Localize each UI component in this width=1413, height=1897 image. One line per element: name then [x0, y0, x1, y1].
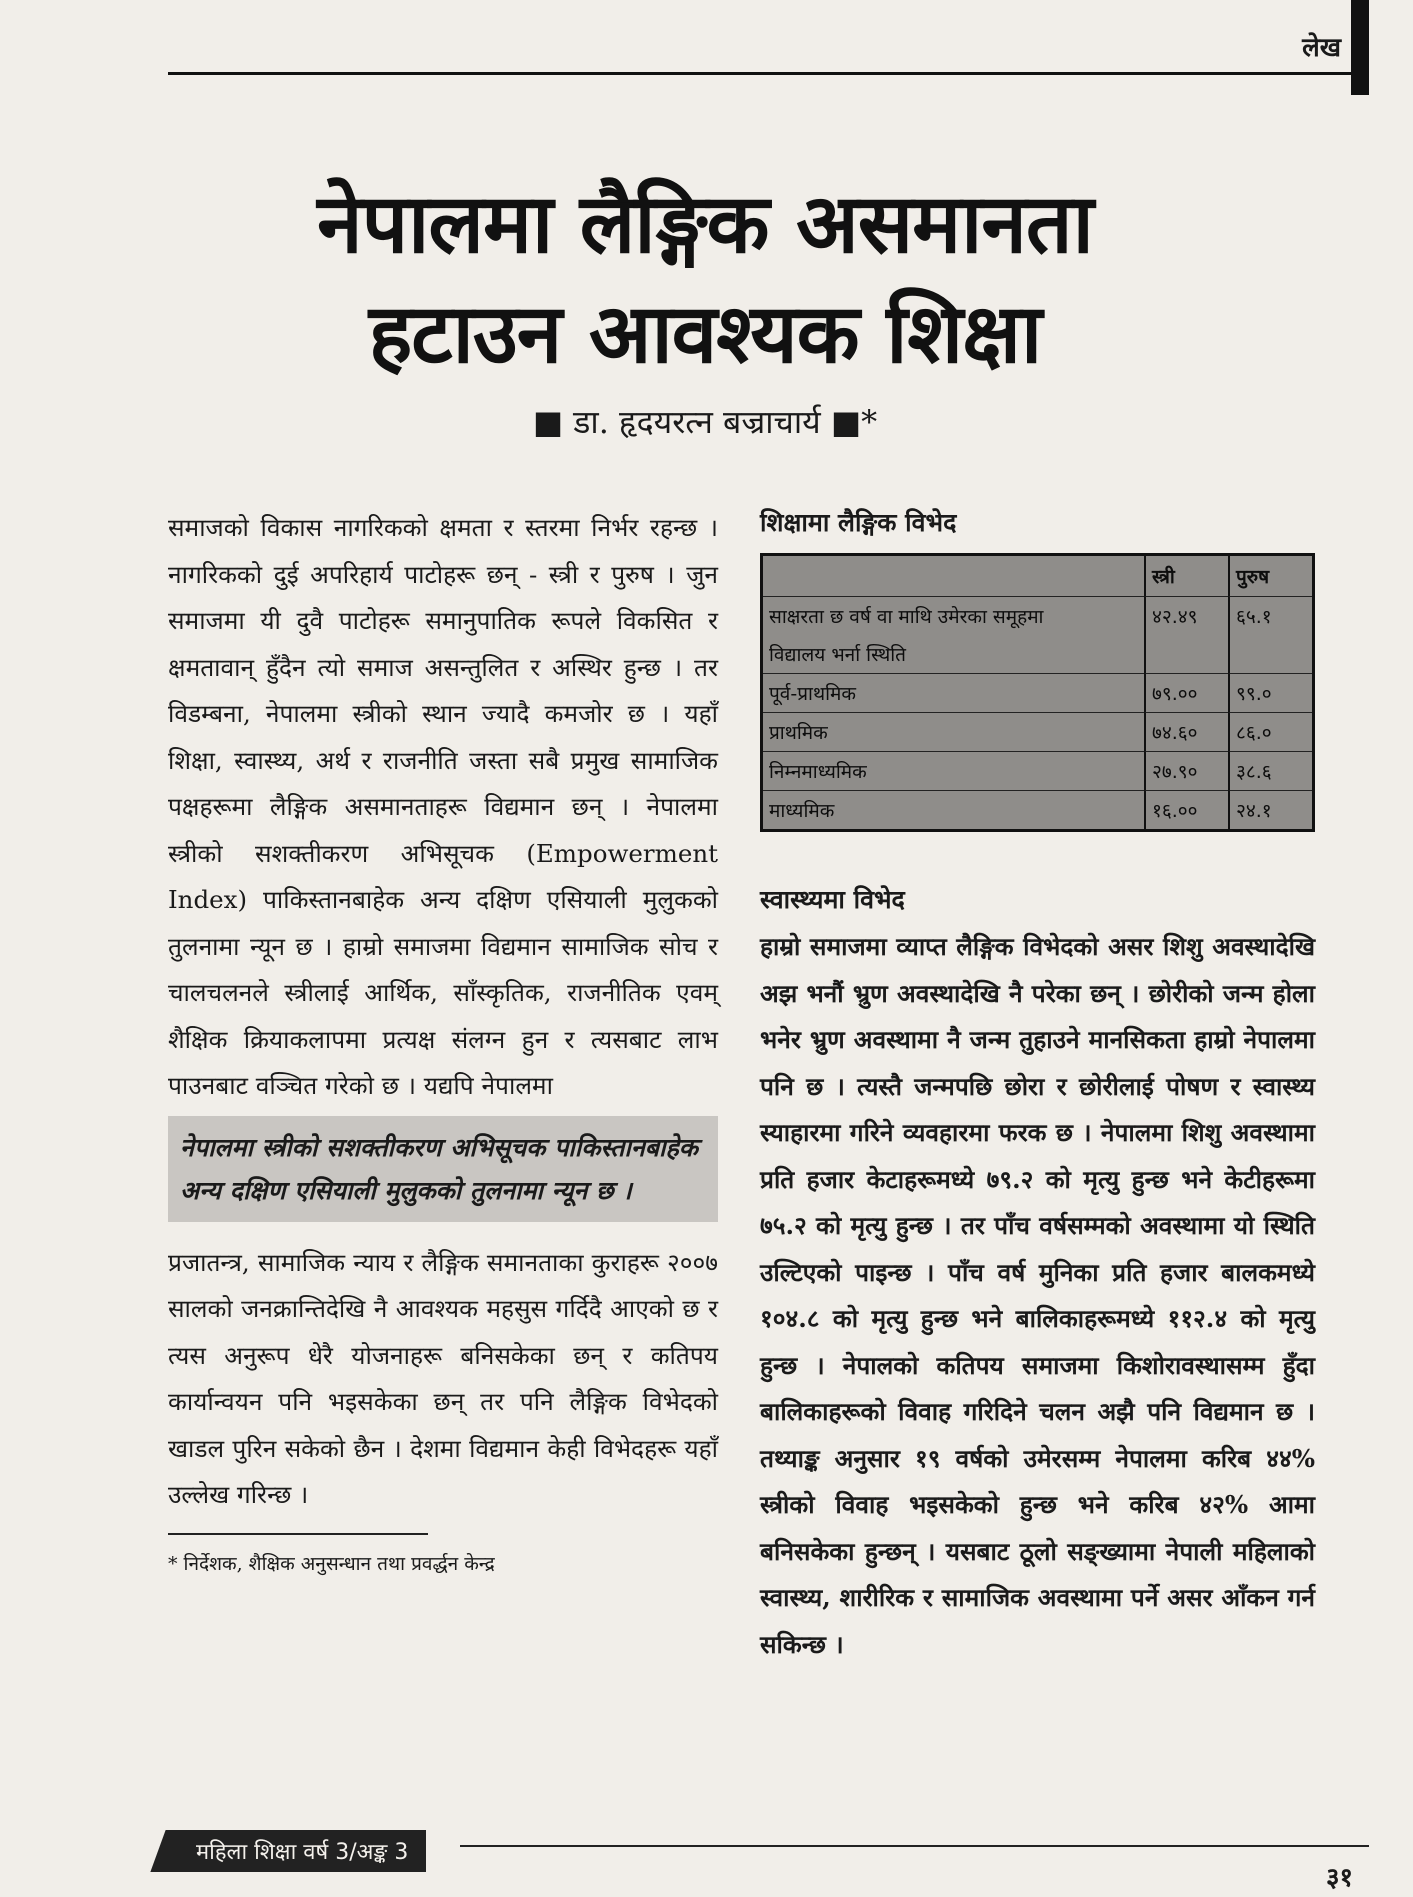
right-column [760, 505, 1315, 1668]
education-heading: शिक्षामा लैङ्गिक विभेद [760, 508, 957, 537]
header-rule [168, 72, 1369, 75]
col-header-female: स्त्री [1144, 556, 1228, 597]
footnote-rule [168, 1533, 428, 1535]
male-value: ८६.० [1228, 713, 1312, 752]
female-value: ७९.०० [1144, 674, 1228, 713]
row-label: प्राथमिक [763, 713, 1144, 752]
left-column [168, 505, 718, 1579]
row-label: निम्नमाध्यमिक [763, 752, 1144, 791]
table-row [763, 635, 1312, 674]
row-label: पूर्व-प्राथमिक [763, 674, 1144, 713]
row-label: साक्षरता छ वर्ष वा माथि उमेरका समूहमा [769, 606, 1044, 628]
education-table [760, 553, 1315, 832]
header-bar [1351, 0, 1369, 95]
table-row [763, 791, 1312, 829]
female-value: ४२.४९ [1144, 597, 1228, 635]
magazine-issue-tag: महिला शिक्षा वर्ष 3/अङ्क 3 [168, 1830, 426, 1872]
health-paragraph: हाम्रो समाजमा व्याप्त लैङ्गिक विभेदको असर शिशु अवस्थादेखि अझ भनौं भ्रुण अवस्थादेखि नै परेका छन् । छोरीको जन्म होला भनेर भ्रुण अवस्थामा नै जन्म तुहाउने मानसिकता हाम्रो नेपालमा पनि छ । त्यस्तै जन्मपछि छोरा र छोरीलाई पोषण र स्वास्थ्य स्याहारमा गरिने व्यवहारमा फरक छ । नेपालमा शिशु अवस्थामा प्रति हजार केटाहरूमध्ये ७९.२ को मृत्यु हुन्छ भने केटीहरूमा ७५.२ को मृत्यु हुन्छ । तर पाँच वर्षसम्मको अवस्थामा यो स्थिति उल्टिएको पाइन्छ । पाँच वर्ष मुनिका प्रति हजार बालकमध्ये १०४.८ को मृत्यु हुन्छ भने बालिकाहरूमध्ये ११२.४ को मृत्यु हुन्छ । नेपालको कतिपय समाजमा किशोरावस्थासम्म हुँदा बालिकाहरूको विवाह गरिदिने चलन अझै पनि विद्यमान छ । तथ्याङ्क अनुसार १९ वर्षको उमेरसम्म नेपालमा करिब ४४% स्त्रीको विवाह भइसकेको हुन्छ भने करिब ४२% आमा बनिसकेका हुन्छन् । यसबाट ठूलो सङ्ख्यामा नेपाली महिलाको स्वास्थ्य, शारीरिक र सामाजिक अवस्थामा पर्ने असर आँकन गर्न सकिन्छ । [760, 932, 1315, 1659]
table-header-row [763, 556, 1312, 597]
row-label: विद्यालय भर्ना स्थिति [763, 635, 1144, 674]
female-value: ७४.६० [1144, 713, 1228, 752]
table-row [763, 597, 1312, 635]
second-paragraph: प्रजातन्त्र, सामाजिक न्याय र लैङ्गिक समानताका कुराहरू २००७ सालको जनक्रान्तिदेखि नै आवश्यक महसुस गर्दिदै आएको छ र त्यस अनुरूप धेरै योजनाहरू बनिसकेका छन् र कतिपय कार्यान्वयन पनि भइसकेका छन् तर पनि लैङ्गिक विभेदको खाडल पुरिन सकेको छैन । देशमा विद्यमान केही विभेदहरू यहाँ उल्लेख गरिन्छ । [168, 1247, 718, 1509]
author-footnote: * निर्देशक, शैक्षिक अनुसन्धान तथा प्रवर्द्धन केन्द्र [168, 1552, 495, 1575]
pull-quote: नेपालमा स्त्रीको सशक्तीकरण अभिसूचक पाकिस्तानबाहेक अन्य दक्षिण एसियाली मुलुकको तुलनामा न्यून छ । [168, 1116, 718, 1222]
col-header-male: पुरुष [1228, 556, 1312, 597]
female-value: २७.९० [1144, 752, 1228, 791]
male-value: ९९.० [1228, 674, 1312, 713]
author-byline: ■ डा. हृदयरत्न बज्राचार्य ■* [532, 403, 878, 441]
male-value: २४.१ [1228, 791, 1312, 829]
health-heading: स्वास्थ्यमा विभेद [760, 885, 905, 914]
article-title-line-2: हटाउन आवश्यक शिक्षा [368, 287, 1042, 382]
row-label: माध्यमिक [769, 800, 835, 822]
table-row [763, 674, 1312, 713]
female-value: १६.०० [1144, 791, 1228, 829]
page-number: ३१ [1325, 1863, 1353, 1893]
table-row [763, 713, 1312, 752]
table-row [763, 752, 1312, 791]
table-header-blank [763, 556, 1144, 597]
section-tag: लेख [1302, 33, 1341, 63]
footer-rule [460, 1845, 1369, 1847]
male-value: ३८.६ [1228, 752, 1312, 791]
female-value [1144, 635, 1228, 674]
male-value [1228, 635, 1312, 674]
intro-paragraph: समाजको विकास नागरिकको क्षमता र स्तरमा निर्भर रहन्छ । नागरिकको दुई अपरिहार्य पाटोहरू छन् - स्त्री र पुरुष । जुन समाजमा यी दुवै पाटोहरू समानुपातिक रूपले विकसित र क्षमतावान् हुँदैन त्यो समाज असन्तुलित र अस्थिर हुन्छ । तर विडम्बना, नेपालमा स्त्रीको स्थान ज्यादै कमजोर छ । यहाँ शिक्षा, स्वास्थ्य, अर्थ र राजनीति जस्ता सबै प्रमुख सामाजिक पक्षहरूमा लैङ्गिक असमानताहरू विद्यमान छन् । नेपालमा स्त्रीको सशक्तीकरण अभिसूचक (Empowerment Index) पाकिस्तानबाहेक अन्य दक्षिण एसियाली मुलुकको तुलनामा न्यून छ । हाम्रो समाजमा विद्यमान सामाजिक सोच र चालचलनले स्त्रीलाई आर्थिक, साँस्कृतिक, राजनीतिक एवम् शैक्षिक क्रियाकलापमा प्रत्यक्ष संलग्न हुन र त्यसबाट लाभ पाउनबाट वञ्चित गरेको छ । यद्यपि नेपालमा [168, 513, 718, 1100]
article-title-line-1: नेपालमा लैङ्गिक असमानता [317, 177, 1093, 272]
male-value: ६५.१ [1228, 597, 1312, 635]
